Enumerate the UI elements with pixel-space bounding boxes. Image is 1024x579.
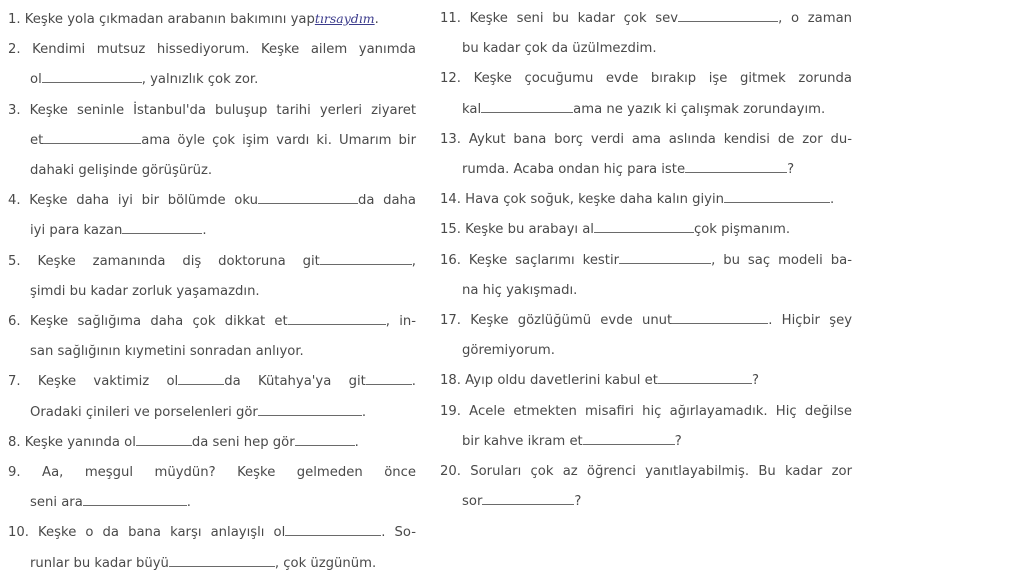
exercise-line bbox=[8, 156, 416, 186]
answer-blank[interactable] bbox=[178, 373, 224, 385]
answer-blank[interactable] bbox=[285, 524, 381, 536]
exercise-item bbox=[440, 246, 852, 306]
exercise-item bbox=[440, 185, 852, 215]
exercise-text: rumda. Acaba ondan hiç para iste bbox=[462, 162, 686, 178]
exercise-text: ol bbox=[30, 72, 42, 88]
exercise-text: 1. Keşke yola çıkmadan arabanın bakımını yap bbox=[8, 12, 315, 27]
exercise-text: . bbox=[361, 404, 367, 420]
exercise-line bbox=[8, 428, 416, 458]
exercise-line bbox=[440, 215, 852, 245]
exercise-line bbox=[440, 397, 852, 427]
exercise-item bbox=[440, 397, 852, 457]
exercise-item bbox=[8, 458, 416, 518]
answer-blank[interactable] bbox=[122, 222, 202, 234]
exercise-text: , in- bbox=[385, 314, 416, 330]
answer-blank[interactable] bbox=[658, 372, 752, 384]
exercise-text: . bbox=[186, 495, 191, 511]
exercise-text: da seni hep gör bbox=[191, 434, 295, 450]
answer-blank[interactable] bbox=[594, 221, 694, 233]
exercise-text: , çok üzgünüm. bbox=[274, 555, 377, 571]
exercise-item bbox=[440, 457, 852, 517]
exercise-text: 9. Aa, meşgul müydün? Keşke gelmeden önce bbox=[8, 465, 416, 481]
exercise-text: 15. Keşke bu arabayı al bbox=[440, 222, 594, 238]
exercise-text: . bbox=[411, 374, 416, 390]
exercise-line bbox=[8, 337, 416, 367]
exercise-text: 19. Acele etmekten misafiri hiç ağırlayamadık. Hiç değilse bbox=[440, 403, 852, 419]
answer-blank[interactable] bbox=[43, 132, 141, 144]
exercise-text: runlar bu kadar büyü bbox=[30, 555, 169, 571]
exercise-text: seni ara bbox=[30, 495, 83, 511]
exercise-item bbox=[8, 428, 416, 458]
answer-blank[interactable] bbox=[320, 253, 412, 265]
exercise-text: 20. Soruları çok az öğrenci yanıtlayabilmiş. Bu kadar zor bbox=[440, 464, 852, 480]
exercise-item bbox=[8, 247, 416, 307]
exercise-text: , o zaman bbox=[778, 11, 853, 26]
exercise-item bbox=[8, 35, 416, 95]
exercise-text: 17. Keşke gözlüğümü evde unut bbox=[440, 313, 673, 329]
exercise-text: kal bbox=[462, 101, 482, 117]
exercise-line bbox=[8, 247, 416, 277]
exercise-text: 5. Keşke zamanında diş doktoruna git bbox=[8, 253, 320, 269]
answer-blank[interactable] bbox=[678, 10, 778, 22]
exercise-text: ? bbox=[751, 373, 759, 389]
answer-blank[interactable] bbox=[42, 71, 142, 83]
exercise-text: 14. Hava çok soğuk, keşke daha kalın giyin bbox=[440, 192, 725, 208]
exercise-text: . Hiçbir şey bbox=[768, 313, 852, 329]
exercise-item bbox=[440, 4, 852, 64]
exercise-text: . So- bbox=[381, 525, 417, 541]
exercise-line bbox=[440, 185, 852, 215]
exercise-text: 16. Keşke saçlarımı kestir bbox=[440, 252, 620, 268]
exercise-text: 13. Aykut bana borç verdi ama aslında kendisi de zor du- bbox=[440, 131, 852, 147]
exercise-line bbox=[440, 34, 852, 64]
answer-blank[interactable] bbox=[288, 313, 386, 325]
answer-blank[interactable] bbox=[672, 312, 768, 324]
exercise-text: 4. Keşke daha iyi bir bölümde oku bbox=[8, 193, 258, 209]
exercise-line bbox=[440, 64, 852, 94]
exercise-text: bu kadar çok da üzülmezdim. bbox=[462, 41, 657, 57]
exercise-text: . bbox=[374, 12, 379, 27]
exercise-line bbox=[8, 126, 416, 156]
exercise-text: şimdi bu kadar zorluk yaşamazdın. bbox=[30, 283, 260, 299]
exercise-line bbox=[440, 457, 852, 487]
exercise-text: 8. Keşke yanında ol bbox=[8, 434, 136, 450]
exercise-line bbox=[440, 427, 852, 457]
exercise-column-right bbox=[440, 4, 852, 517]
exercise-text: 6. Keşke sağlığıma daha çok dikkat et bbox=[8, 314, 288, 330]
answer-blank[interactable] bbox=[366, 373, 412, 385]
exercise-text: sor bbox=[462, 494, 483, 510]
exercise-text: çok pişmanım. bbox=[693, 222, 791, 238]
exercise-text: 2. Kendimi mutsuz hissediyorum. Keşke ailem yanımda bbox=[8, 42, 416, 58]
exercise-text: da Kütahya'ya git bbox=[224, 374, 366, 390]
exercise-item bbox=[8, 186, 416, 246]
exercise-text: iyi para kazan bbox=[30, 223, 123, 239]
answer-blank[interactable] bbox=[258, 404, 362, 416]
exercise-text: , bbox=[411, 253, 416, 269]
answer-blank[interactable] bbox=[258, 192, 358, 204]
exercise-text: 18. Ayıp oldu davetlerini kabul et bbox=[440, 373, 658, 389]
exercise-line bbox=[440, 155, 852, 185]
exercise-line bbox=[8, 398, 416, 428]
exercise-text: . bbox=[830, 192, 835, 208]
exercise-column-left bbox=[8, 4, 416, 579]
exercise-text: 10. Keşke o da bana karşı anlayışlı ol bbox=[8, 525, 286, 541]
exercise-line bbox=[440, 487, 852, 517]
answer-blank[interactable] bbox=[295, 434, 355, 446]
exercise-item bbox=[440, 64, 852, 124]
exercise-item bbox=[440, 125, 852, 185]
exercise-line bbox=[8, 458, 416, 488]
exercise-item bbox=[8, 4, 416, 35]
exercise-line bbox=[440, 366, 852, 396]
exercise-item bbox=[8, 307, 416, 367]
exercise-text: . bbox=[202, 223, 207, 239]
exercise-text: . bbox=[354, 434, 359, 450]
exercise-text: 3. Keşke seninle İstanbul'da buluşup tarihi yerleri ziyaret bbox=[8, 102, 416, 118]
exercise-item bbox=[440, 215, 852, 245]
exercise-line bbox=[8, 4, 416, 35]
exercise-line bbox=[440, 125, 852, 155]
exercise-text: 7. Keşke vaktimiz ol bbox=[8, 374, 179, 390]
answer-blank[interactable] bbox=[136, 434, 192, 446]
filled-answer: tırsaydım bbox=[314, 11, 375, 26]
exercise-text: 12. Keşke çocuğumu evde bırakıp işe gitmek zorunda bbox=[440, 71, 852, 87]
answer-blank[interactable] bbox=[583, 433, 675, 445]
exercise-item bbox=[8, 96, 416, 187]
exercise-item bbox=[8, 518, 416, 578]
exercise-text: na hiç yakışmadı. bbox=[462, 282, 578, 298]
exercise-text: san sağlığının kıymetini sonradan anlıyor. bbox=[30, 344, 304, 360]
answer-blank[interactable] bbox=[83, 494, 187, 506]
exercise-item bbox=[440, 306, 852, 366]
exercise-text: 11. Keşke seni bu kadar çok sev bbox=[440, 11, 679, 26]
exercise-text: , yalnızlık çok zor. bbox=[141, 72, 259, 88]
exercise-line bbox=[8, 518, 416, 548]
exercise-line bbox=[440, 306, 852, 336]
answer-blank[interactable] bbox=[619, 252, 711, 264]
exercise-text: dahaki gelişinde görüşürüz. bbox=[30, 163, 213, 179]
exercise-text: , bu saç modeli ba- bbox=[711, 252, 852, 268]
exercise-text: Oradaki çinileri ve porselenleri gör bbox=[30, 404, 258, 420]
answer-blank[interactable] bbox=[482, 493, 574, 505]
exercise-line bbox=[8, 367, 416, 397]
exercise-line bbox=[8, 277, 416, 307]
exercise-text: ama ne yazık ki çalışmak zorundayım. bbox=[573, 101, 826, 117]
exercise-line bbox=[8, 488, 416, 518]
answer-blank[interactable] bbox=[481, 101, 573, 113]
exercise-line bbox=[8, 186, 416, 216]
exercise-line bbox=[8, 65, 416, 95]
exercise-text: ? bbox=[674, 433, 682, 449]
exercise-item bbox=[8, 367, 416, 427]
exercise-line bbox=[440, 95, 852, 125]
exercise-item bbox=[440, 366, 852, 396]
exercise-line bbox=[8, 35, 416, 65]
exercise-text: ? bbox=[787, 162, 795, 178]
answer-blank[interactable] bbox=[169, 555, 275, 567]
exercise-line bbox=[8, 96, 416, 126]
answer-blank[interactable] bbox=[724, 191, 830, 203]
exercise-text: göremiyorum. bbox=[462, 343, 555, 359]
exercise-text: ama öyle çok işim vardı ki. Umarım bir bbox=[141, 132, 416, 148]
exercise-text: da daha bbox=[357, 193, 416, 209]
exercise-line bbox=[440, 4, 852, 34]
exercise-line bbox=[440, 246, 852, 276]
exercise-line bbox=[8, 549, 416, 579]
exercise-text: et bbox=[30, 132, 44, 148]
exercise-line bbox=[8, 216, 416, 246]
exercise-line bbox=[440, 336, 852, 366]
exercise-text: bir kahve ikram et bbox=[462, 433, 583, 449]
exercise-line bbox=[440, 276, 852, 306]
answer-blank[interactable] bbox=[685, 161, 787, 173]
exercise-line bbox=[8, 307, 416, 337]
exercise-text: ? bbox=[574, 494, 582, 510]
